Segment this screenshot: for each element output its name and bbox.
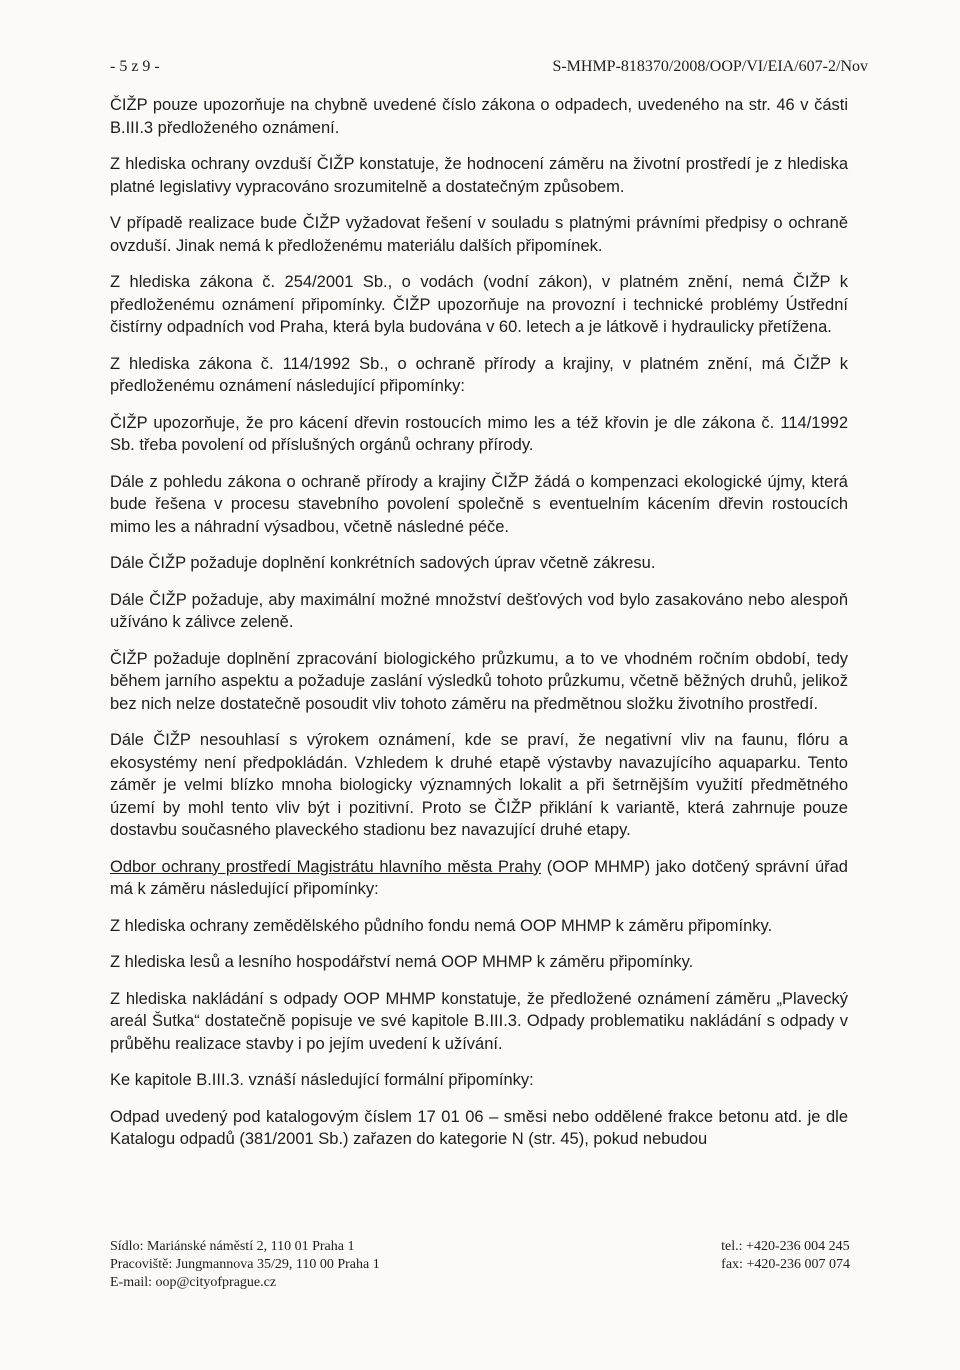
- oop-rest: (OOP MHMP) jako dotčený správní úřad má k záměru následující připomínky:: [110, 857, 848, 898]
- paragraph: Dále z pohledu zákona o ochraně přírody a krajiny ČIŽP žádá o kompenzaci ekologické újmy, která bude řešena v procesu stavebního povolení společně s eventuelním kácením dřevin rostoucích mimo les a náhradní výsadbou, včetně následné péče.: [110, 472, 848, 536]
- paragraph: Dále ČIŽP požaduje, aby maximální možné množství dešťových vod bylo zasakováno nebo alespoň užíváno k zálivce zeleně.: [110, 590, 848, 631]
- body-text: [110, 94, 848, 1165]
- paragraph: ČIŽP pouze upozorňuje na chybně uvedené číslo zákona o odpadech, uvedeného na str. 46 v části B.III.3 předloženého oznámení.: [110, 96, 848, 137]
- paragraph: Dále ČIŽP požaduje doplnění konkrétních sadových úprav včetně zákresu.: [110, 554, 656, 572]
- footer-address: Sídlo: Mariánské náměstí 2, 110 01 Praha 1: [110, 1239, 355, 1254]
- paragraph: ČIŽP požaduje doplnění zpracování biologického průzkumu, a to ve vhodném ročním období, tedy během jarního aspektu a požaduje zaslání výsledků tohoto průzkumu, včetně běžných druhů, jelikož bez nich nelze dostatečně posoudit vliv tohoto záměru na předmětnou složku životního prostředí.: [110, 649, 848, 713]
- paragraph: Z hlediska zákona č. 114/1992 Sb., o ochraně přírody a krajiny, v platném znění, má ČIŽP k předloženému oznámení následující připomínky:: [110, 354, 848, 395]
- reference-number: S-MHMP-818370/2008/OOP/VI/EIA/607-2/Nov: [552, 58, 868, 75]
- paragraph: Ke kapitole B.III.3. vznáší následující formální připomínky:: [110, 1071, 534, 1089]
- footer-fax: fax: +420-236 007 074: [721, 1257, 850, 1272]
- page-number: - 5 z 9 -: [110, 58, 160, 75]
- paragraph: V případě realizace bude ČIŽP vyžadovat řešení v souladu s platnými právními předpisy o ochraně ovzduší. Jinak nemá k předloženému materiálu dalších připomínek.: [110, 214, 848, 255]
- paragraph: Z hlediska ochrany ovzduší ČIŽP konstatuje, že hodnocení záměru na životní prostředí je z hlediska platné legislativy vypracováno srozumitelně a dostatečným způsobem.: [110, 155, 848, 196]
- page-header: [110, 58, 868, 76]
- footer-address-block: [110, 1238, 380, 1292]
- page-footer: [110, 1238, 850, 1292]
- paragraph: Z hlediska zákona č. 254/2001 Sb., o vodách (vodní zákon), v platném znění, nemá ČIŽP k předloženému oznámení připomínky. ČIŽP upozorňuje na provozní i technické problémy Ústřední čistírny odpadních vod Praha, která byla budována v 60. letech a je látkově i hydraulicky přetížena.: [110, 273, 848, 336]
- footer-office: Pracoviště: Jungmannova 35/29, 110 00 Praha 1: [110, 1257, 380, 1272]
- paragraph: ČIŽP upozorňuje, že pro kácení dřevin rostoucích mimo les a též křovin je dle zákona č. 114/1992 Sb. třeba povolení od příslušných orgánů ochrany přírody.: [110, 413, 848, 454]
- paragraph: Z hlediska ochrany zemědělského půdního fondu nemá OOP MHMP k záměru připomínky.: [110, 916, 773, 935]
- oop-underlined: Odbor ochrany prostředí Magistrátu hlavního města Prahy: [110, 857, 542, 876]
- oop-paragraph: [110, 856, 848, 901]
- paragraph: Z hlediska lesů a lesního hospodářství nemá OOP MHMP k záměru připomínky.: [110, 953, 694, 971]
- paragraph: Dále ČIŽP nesouhlasí s výrokem oznámení, kde se praví, že negativní vliv na faunu, flóru a ekosystémy není předpokládán. Vzhledem k druhé etapě výstavby navazujícího aquaparku. Tento záměr je velmi blízko mnoha biologicky významných lokalit a při šetrnějším využití předmětného území by mohl tento vliv být i pozitivní. Proto se ČIŽP přiklání k variantě, která zahrnuje pouze dostavbu současného plaveckého stadionu bez navazující druhé etapy.: [110, 731, 848, 839]
- footer-contact-block: [721, 1238, 850, 1292]
- footer-tel: tel.: +420-236 004 245: [721, 1239, 850, 1254]
- footer-email: E-mail: oop@cityofprague.cz: [110, 1275, 277, 1290]
- paragraph: Z hlediska nakládání s odpady OOP MHMP konstatuje, že předložené oznámení záměru „Plavecký areál Šutka“ dostatečně popisuje ve své kapitole B.III.3. Odpady problematiku nakládání s odpady v průběhu realizace stavby i po jejím uvedení k užívání.: [110, 989, 848, 1053]
- paragraph: Odpad uvedený pod katalogovým číslem 17 01 06 – směsi nebo oddělené frakce betonu atd. je dle Katalogu odpadů (381/2001 Sb.) zařazen do kategorie N (str. 45), pokud nebudou: [110, 1107, 848, 1148]
